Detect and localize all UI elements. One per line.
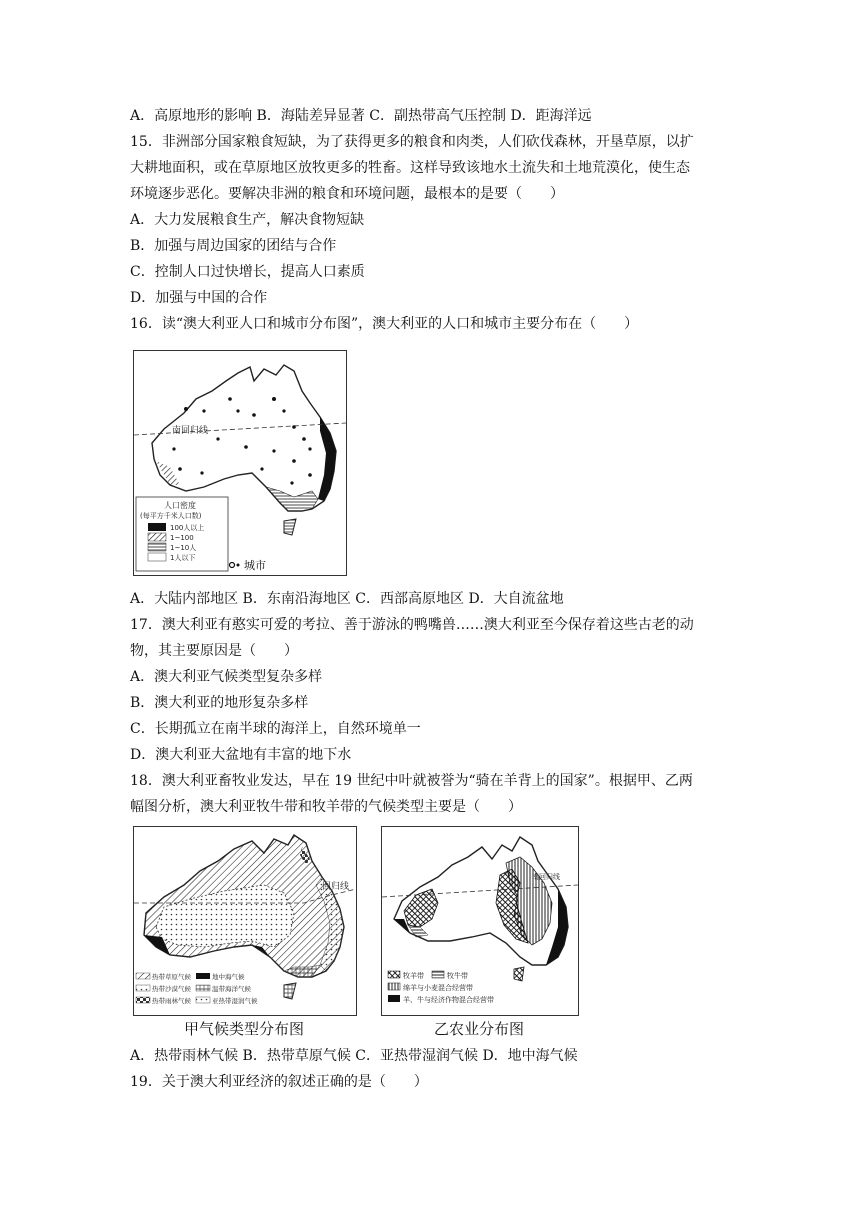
- map-a-legend-4: 温带海洋气候: [212, 985, 251, 993]
- q15-option-d: D．加强与中国的合作: [130, 290, 268, 306]
- map-b-caption: 乙农业分布图: [433, 1020, 524, 1038]
- population-city-map: [133, 350, 347, 576]
- map-b-legend-1: 牧羊带: [403, 972, 424, 980]
- q15-option-c: C．控制人口过快增长，提高人口素质: [130, 264, 365, 280]
- map-a-legend-5: 热带雨林气候: [152, 997, 191, 1005]
- q17-stem-line-1: 17．澳大利亚有憨实可爱的考拉、善于游泳的鸭嘴兽……澳大利亚至今保存着这些古老的动: [130, 617, 694, 633]
- map-b-legend-2: 牧牛带: [447, 972, 468, 980]
- city-legend-label: 城市: [244, 559, 266, 572]
- q15-stem-line-2: 大耕地面积，或在草原地区放牧更多的牲畜。这样导致该地水土流失和土地荒漠化，使生态: [130, 160, 690, 176]
- legend-item-2: 1~100: [170, 534, 194, 542]
- q15-stem-line-1: 15．非洲部分国家粮食短缺，为了获得更多的粮食和肉类，人们砍伐森林，开垦草原，以扩: [130, 134, 694, 150]
- q14-options: A．高原地形的影响 B．海陆差异显著 C．副热带高气压控制 D．距海洋远: [130, 108, 592, 124]
- q16-stem: 16．读“澳大利亚人口和城市分布图”，澳大利亚的人口和城市主要分布在（ ）: [130, 316, 639, 332]
- map-b-legend-3: 绵羊与小麦混合经营带: [403, 984, 473, 992]
- legend-item-3: 1~10人: [170, 544, 197, 552]
- tropic-label: 南回归线: [172, 426, 209, 436]
- climate-type-map: [133, 826, 357, 1016]
- q18-stem-line-2: 幅图分析，澳大利亚牧牛带和牧羊带的气候类型主要是（ ）: [130, 799, 522, 815]
- q19-stem: 19．关于澳大利亚经济的叙述正确的是（ ）: [130, 1074, 428, 1090]
- tasmania: [284, 519, 296, 535]
- map-a-legend-6: 亚热带湿润气候: [212, 997, 258, 1005]
- map-a-legend-1: 热带草原气候: [152, 973, 191, 981]
- q17-option-b: B．澳大利亚的地形复杂多样: [130, 695, 309, 711]
- map-b-legend-4: 羊、牛与经济作物混合经营带: [403, 996, 494, 1004]
- map-a-tropic-label: 回归线: [322, 882, 350, 892]
- australia-outline: [152, 365, 336, 511]
- agriculture-map: [381, 826, 579, 1016]
- q17-option-d: D．澳大利亚大盆地有丰富的地下水: [130, 747, 352, 763]
- map-a-caption: 甲气候类型分布图: [183, 1020, 304, 1038]
- q15-option-b: B．加强与周边国家的团结与合作: [130, 238, 337, 254]
- q15-stem-line-3: 环境逐步恶化。要解决非洲的粮食和环境问题，最根本的是要（ ）: [130, 186, 564, 202]
- map-b-tropic-label: 南回归线: [532, 873, 560, 881]
- map-a-legend-2: 地中海气候: [212, 973, 245, 981]
- map-a-legend-3: 热带沙漠气候: [152, 985, 191, 993]
- q15-option-a: A．大力发展粮食生产，解决食物短缺: [130, 212, 365, 228]
- legend-item-4: 1人以下: [170, 554, 196, 562]
- legend-title: 人口密度: [164, 501, 196, 510]
- q17-option-a: A．澳大利亚气候类型复杂多样: [130, 669, 323, 685]
- q18-options: A．热带雨林气候 B．热带草原气候 C．亚热带湿润气候 D．地中海气候: [130, 1048, 578, 1064]
- legend-item-1: 100人以上: [170, 524, 205, 532]
- q17-option-c: C．长期孤立在南半球的海洋上，自然环境单一: [130, 721, 421, 737]
- q16-options: A．大陆内部地区 B．东南沿海地区 C．西部高原地区 D．大自流盆地: [130, 591, 564, 607]
- q18-stem-line-1: 18．澳大利亚畜牧业发达，早在 19 世纪中叶就被誉为“骑在羊背上的国家”。根据甲、乙两: [130, 773, 693, 789]
- legend-subtitle: (每平方千米人口数): [140, 512, 202, 520]
- q17-stem-line-2: 物，其主要原因是（ ）: [130, 643, 298, 659]
